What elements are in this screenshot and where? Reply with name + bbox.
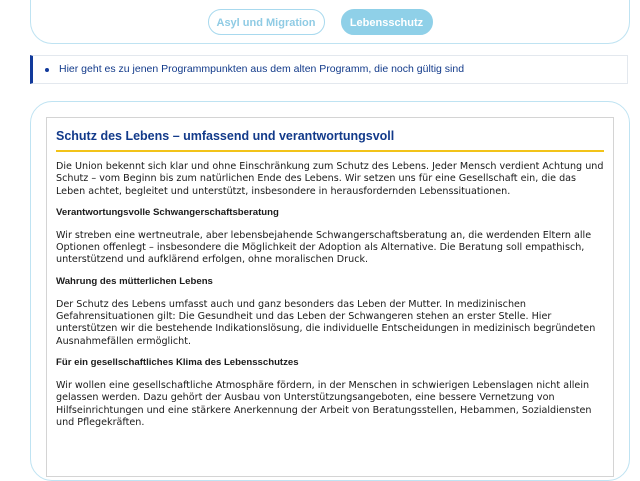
bullet-icon	[45, 68, 49, 72]
section-content	[56, 118, 604, 429]
notice-link[interactable]: Hier geht es zu jenen Programmpunkten aus dem alten Programm, die noch gültig sind	[59, 63, 465, 75]
tab-lebensschutz[interactable]: Lebensschutz	[341, 9, 433, 35]
old-program-notice[interactable]	[30, 55, 628, 84]
intro-paragraph: Die Union bekennt sich klar und ohne Einschränkung zum Schutz des Lebens. Jeder Mensch verdient Achtung und Schutz – vom Beginn bis zum natürlichen Ende des Lebens. Wir setzen uns für eine Gesellschaft ein, die das Leben achtet, begleitet und unterstützt, insbesondere in herausfordernden Lebenssituationen.	[56, 161, 604, 197]
tab-asyl-und-migration[interactable]: Asyl und Migration	[208, 9, 325, 35]
subsection-paragraph: Wir streben eine wertneutrale, aber lebensbejahende Schwangerschaftsberatung an, die werdenden Eltern alle Optionen offenlegt – insbesondere die Möglichkeit der Adoption als Alternative. Die Beratung soll empathisch, unterstützend und aufklärend erfolgen, ohne moralischen Druck.	[56, 229, 592, 266]
subsection-heading: Wahrung des mütterlichen Lebens	[56, 275, 213, 287]
tab-bar	[0, 9, 640, 35]
subsection-paragraph: Der Schutz des Lebens umfasst auch und ganz besonders das Leben der Mutter. In medizinischen Gefahrensituationen gilt: Die Gesundheit und das Leben der Schwangeren stehen an erster Stelle. Hier unterstützen wir die bestehende Indikationslösung, die individuelle Entscheidungen in medizinisch begründeten Ausnahmefällen ermöglicht.	[56, 298, 596, 347]
program-section	[46, 117, 614, 477]
subsection-heading: Verantwortungsvolle Schwangerschaftsberatung	[56, 206, 279, 218]
subsection-heading: Für ein gesellschaftliches Klima des Lebensschutzes	[56, 356, 299, 368]
section-title: Schutz des Lebens – umfassend und verantwortungsvoll	[56, 128, 604, 152]
subsection-paragraph: Wir wollen eine gesellschaftliche Atmosphäre fördern, in der Menschen in schwierigen Lebenslagen nicht allein gelassen werden. Dazu gehört der Ausbau von Unterstützungsangeboten, eine bessere Vernetzung von Hilfseinrichtungen und eine stärkere Anerkennung der Arbeit von Beratungsstellen, Hebammen, Sozialdiensten und Pflegekräften.	[56, 379, 592, 428]
